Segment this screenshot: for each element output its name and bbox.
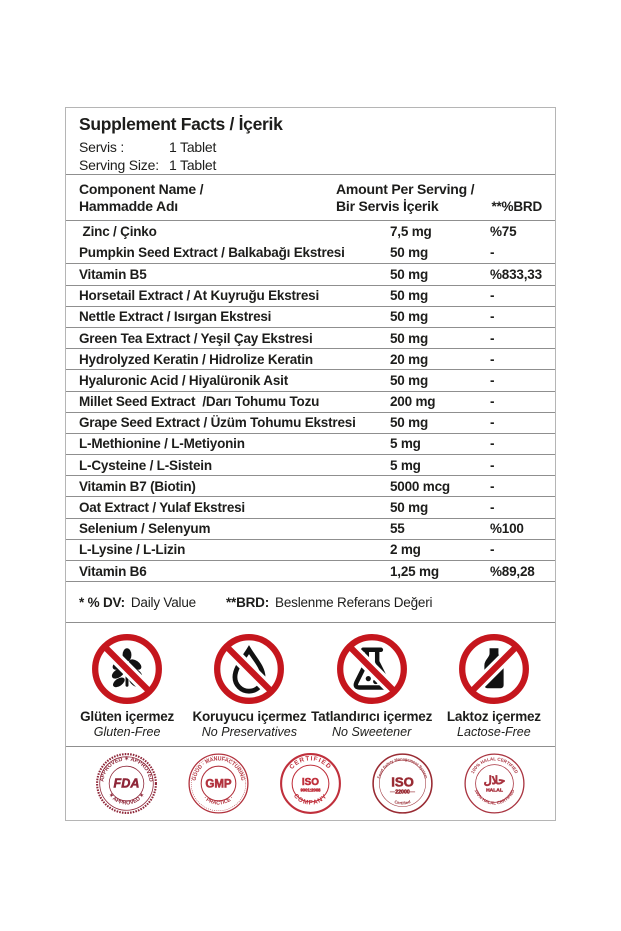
serving-row <box>79 156 542 174</box>
ingredient-brd: - <box>490 436 495 452</box>
no-preservatives-label: Koruyucu içermez <box>192 709 307 725</box>
ingredient-amount: 50 mg <box>390 372 429 388</box>
table-row <box>66 454 555 475</box>
table-row <box>66 412 555 433</box>
svg-text:100% HALAL CERTIFIED: 100% HALAL CERTIFIED <box>473 788 516 806</box>
ingredient-brd: - <box>490 394 495 410</box>
svg-text:GMP: GMP <box>205 778 232 791</box>
table-row <box>66 391 555 412</box>
no-preservatives-sublabel: No Preservatives <box>201 725 297 740</box>
ingredient-name: Vitamin B6 <box>79 563 147 579</box>
lactose-free-sublabel: Lactose-Free <box>457 725 531 740</box>
ingredient-brd: - <box>490 500 495 516</box>
svg-text:GOOD · MANUFACTURING: GOOD · MANUFACTURING <box>191 756 246 782</box>
no-sweetener-icon <box>335 632 409 706</box>
ingredient-name: Grape Seed Extract / Üzüm Tohumu Ekstresi <box>79 415 356 431</box>
ingredient-name: Zinc / Çinko <box>79 224 157 240</box>
ingredient-amount: 50 mg <box>390 415 429 431</box>
ingredient-amount: 1,25 mg <box>390 563 439 579</box>
svg-text:100% HALAL CERTIFIED: 100% HALAL CERTIFIED <box>469 756 520 775</box>
no-sweetener-item <box>311 623 433 746</box>
table-row <box>66 475 555 496</box>
ingredient-amount: 20 mg <box>390 351 429 367</box>
panel-header <box>66 108 555 174</box>
svg-text:Food Safety Management System: Food Safety Management System <box>376 756 430 780</box>
gmp-badge <box>187 752 250 815</box>
ingredient-table <box>66 220 555 581</box>
ingredient-brd: - <box>490 542 495 558</box>
lactose-free-item <box>433 623 555 746</box>
serving-value: 1 Tablet <box>169 139 217 155</box>
no-preservatives-item <box>188 623 310 746</box>
dv-text: Daily Value <box>130 594 196 610</box>
ingredient-amount: 50 mg <box>390 500 429 516</box>
brd-label: **BRD: <box>225 594 270 610</box>
serving-label: Serving Size: <box>79 157 159 174</box>
ingredient-brd: - <box>490 330 495 346</box>
table-row <box>66 369 555 390</box>
dv-label: * % DV: <box>79 594 125 610</box>
ingredient-name: Pumpkin Seed Extract / Balkabağı Ekstresi <box>79 245 345 261</box>
ingredient-brd: - <box>490 372 495 388</box>
table-row <box>66 263 555 284</box>
svg-text:HALAL: HALAL <box>486 787 503 794</box>
lactose-free-label: Laktoz içermez <box>446 709 541 725</box>
table-row <box>66 242 555 263</box>
table-row <box>66 496 555 517</box>
no-preservatives-icon <box>212 632 286 706</box>
ingredient-amount: 2 mg <box>390 542 421 558</box>
brd-text: Beslenme Referans Değeri <box>275 594 433 610</box>
ingredient-name: Green Tea Extract / Yeşil Çay Ekstresi <box>79 330 313 346</box>
ingredient-amount: 50 mg <box>390 245 429 261</box>
table-row <box>66 518 555 539</box>
supplement-facts-panel <box>65 107 556 821</box>
table-row <box>66 539 555 560</box>
ingredient-name: L-Lysine / L-Lizin <box>79 542 186 558</box>
gluten-free-item <box>66 623 188 746</box>
svg-text:ISO: ISO <box>301 777 320 789</box>
svg-text:FDA: FDA <box>113 776 140 791</box>
ingredient-name: Oat Extract / Yulaf Ekstresi <box>79 500 245 516</box>
ingredient-brd: %89,28 <box>490 563 535 579</box>
ingredient-amount: 50 mg <box>390 330 429 346</box>
column-amount: Amount Per Serving / Bir Servis İçerik <box>336 181 475 214</box>
table-row <box>66 433 555 454</box>
table-row <box>66 348 555 369</box>
panel-title: Supplement Facts / İçerik <box>79 114 283 134</box>
ingredient-amount: 55 <box>390 521 405 537</box>
ingredient-brd: - <box>490 288 495 304</box>
svg-text:9001:2008: 9001:2008 <box>300 787 321 793</box>
ingredient-amount: 5000 mcg <box>390 478 450 494</box>
ingredient-amount: 7,5 mg <box>390 224 432 240</box>
ingredient-brd: - <box>490 309 495 325</box>
ingredient-amount: 5 mg <box>390 436 421 452</box>
ingredient-name: Vitamin B5 <box>79 266 147 282</box>
ingredient-amount: 5 mg <box>390 457 421 473</box>
svg-text:✶ APPROVED ✶: ✶ APPROVED ✶ <box>106 792 147 807</box>
column-brd: **%BRD <box>491 199 542 215</box>
halal-badge <box>463 752 526 815</box>
ingredient-name: Selenium / Selenyum <box>79 521 211 537</box>
ingredient-name: Vitamin B7 (Biotin) <box>79 478 196 494</box>
ingredient-brd: - <box>490 245 495 261</box>
no-sweetener-label: Tatlandırıcı içermez <box>311 709 433 725</box>
ingredient-brd: - <box>490 415 495 431</box>
ingredient-name: L-Cysteine / L-Sistein <box>79 457 212 473</box>
table-row <box>66 327 555 348</box>
ingredient-brd: %75 <box>490 224 517 240</box>
ingredient-name: Millet Seed Extract /Darı Tohumu Tozu <box>79 394 320 410</box>
certification-badges <box>66 746 555 820</box>
serving-value: 1 Tablet <box>169 157 217 174</box>
svg-text:حلال: حلال <box>483 775 506 788</box>
svg-text:ISO: ISO <box>391 774 414 790</box>
table-row <box>66 306 555 327</box>
no-lactose-icon <box>457 632 531 706</box>
free-from-section <box>66 622 555 746</box>
table-row <box>66 221 555 242</box>
table-row <box>66 285 555 306</box>
svg-text:APPROVED ✶ APPROVED: APPROVED ✶ APPROVED <box>99 756 154 783</box>
footnote <box>66 581 555 622</box>
svg-text:Certified: Certified <box>393 799 412 806</box>
ingredient-brd: - <box>490 457 495 473</box>
gluten-free-sublabel: Gluten-Free <box>93 725 161 740</box>
ingredient-brd: %833,33 <box>490 266 542 282</box>
table-row <box>66 560 555 581</box>
ingredient-name: Hyaluronic Acid / Hiyalüronik Asit <box>79 372 288 388</box>
ingredient-brd: - <box>490 478 495 494</box>
svg-text:22000: 22000 <box>395 789 410 796</box>
svg-text:· PRACTICE ·: · PRACTICE · <box>202 795 235 807</box>
ingredient-amount: 50 mg <box>390 266 429 282</box>
ingredient-amount: 50 mg <box>390 309 429 325</box>
ingredient-amount: 50 mg <box>390 288 429 304</box>
ingredient-brd: - <box>490 351 495 367</box>
ingredient-name: Horsetail Extract / At Kuyruğu Ekstresi <box>79 288 320 304</box>
column-component-name: Component Name / Hammadde Adı <box>79 181 204 214</box>
gluten-free-label: Glüten içermez <box>80 709 175 725</box>
table-column-header <box>66 174 555 220</box>
ingredient-amount: 200 mg <box>390 394 436 410</box>
svg-text:COMPANY: COMPANY <box>292 792 329 807</box>
serving-row <box>79 138 542 156</box>
ingredient-brd: %100 <box>490 521 524 537</box>
ingredient-name: Hydrolyzed Keratin / Hidrolize Keratin <box>79 351 313 367</box>
ingredient-name: L-Methionine / L-Metiyonin <box>79 436 245 452</box>
iso-22000-badge <box>371 752 434 815</box>
svg-text:CERTIFIED: CERTIFIED <box>288 755 333 772</box>
fda-approved-badge <box>95 752 158 815</box>
serving-label: Servis : <box>79 139 125 155</box>
no-sweetener-sublabel: No Sweetener <box>332 725 412 740</box>
iso-9001-badge <box>279 752 342 815</box>
no-gluten-icon <box>90 632 164 706</box>
ingredient-name: Nettle Extract / Isırgan Ekstresi <box>79 309 272 325</box>
